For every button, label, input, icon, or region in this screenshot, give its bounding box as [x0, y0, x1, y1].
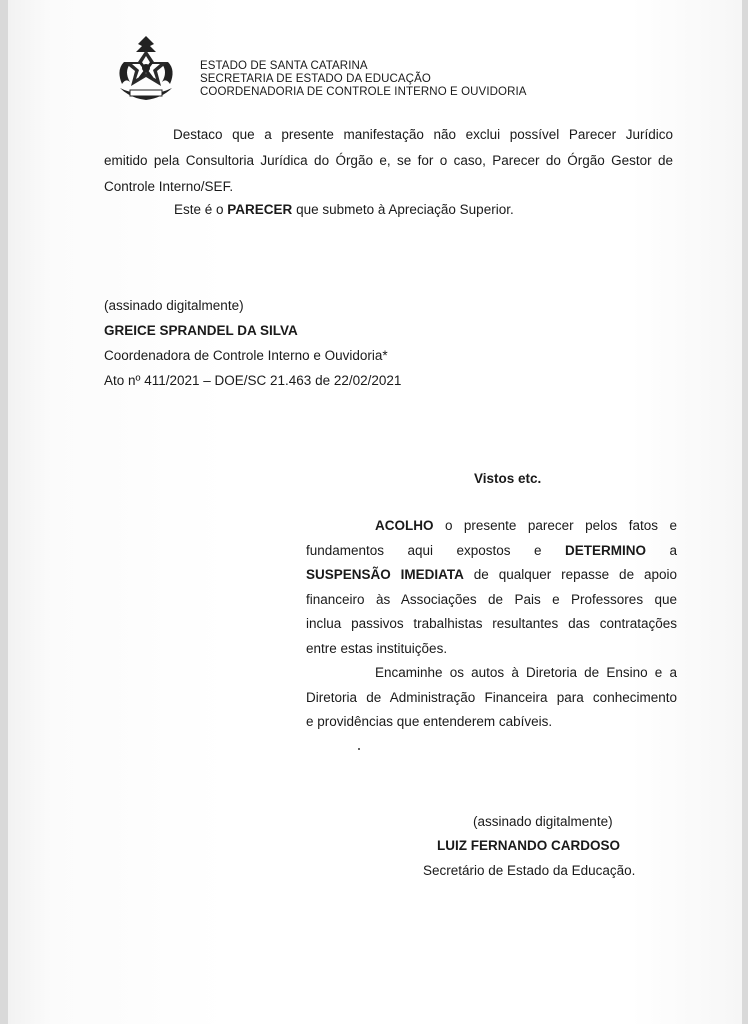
decision-line-2-post: a — [646, 542, 677, 558]
header-coordination: COORDENADORIA DE CONTROLE INTERNO E OUVIDORIA — [200, 86, 527, 98]
decision-line-3-text: de qualquer repasse de apoio — [463, 567, 677, 582]
decision-block — [306, 514, 677, 735]
suspensao-keyword: SUSPENSÃO IMEDIATA — [306, 567, 464, 582]
stray-dot — [358, 748, 360, 750]
decision-line-3 — [306, 563, 677, 588]
decision-line-5: inclua passivos trabalhistas resultantes das contratações — [306, 616, 677, 631]
decision-line-4: financeiro às Associações de Pais e Professores que — [306, 591, 677, 607]
parecer-keyword: PARECER — [227, 202, 293, 217]
letterhead — [200, 60, 527, 99]
parecer-text-post: que submeto à Apreciação Superior. — [292, 202, 514, 217]
acolho-keyword: ACOLHO — [375, 518, 434, 533]
decision-line-8: Diretoria de Administração Financeira para conhecimento — [306, 689, 677, 705]
header-state: ESTADO DE SANTA CATARINA — [200, 60, 368, 72]
signature1-act: Ato nº 411/2021 – DOE/SC 21.463 de 22/02/2021 — [104, 373, 402, 388]
intro-line-1: Destaco que a presente manifestação não exclui possível Parecer Jurídico — [173, 127, 673, 142]
header-secretariat: SECRETARIA DE ESTADO DA EDUCAÇÃO — [200, 73, 431, 85]
parecer-text-pre: Este é o — [174, 202, 228, 217]
decision-line-1 — [306, 514, 677, 539]
decision-line-2-pre: fundamentos aqui expostos e — [306, 542, 566, 558]
parecer-paragraph — [174, 202, 514, 217]
decision-line-1-text: o presente parecer pelos fatos e — [433, 518, 677, 533]
signature1-name: GREICE SPRANDEL DA SILVA — [104, 323, 298, 338]
intro-paragraph — [104, 122, 673, 200]
decision-line-9: e providências que entenderem cabíveis. — [306, 714, 553, 729]
signature1-role: Coordenadora de Controle Interno e Ouvidoria* — [104, 348, 388, 363]
coat-of-arms-seal — [110, 32, 182, 104]
signature2-role: Secretário de Estado da Educação. — [423, 863, 636, 878]
decision-line-2 — [306, 539, 677, 564]
vistos-heading: Vistos etc. — [474, 471, 542, 486]
decision-line-7: Encaminhe os autos à Diretoria de Ensino e a — [375, 665, 677, 680]
intro-line-3: Controle Interno/SEF. — [104, 179, 234, 194]
signature1-note: (assinado digitalmente) — [104, 298, 244, 313]
determino-keyword: DETERMINO — [565, 542, 647, 558]
decision-line-6: entre estas instituições. — [306, 640, 448, 656]
intro-line-2: emitido pela Consultoria Jurídica do Órgão e, se for o caso, Parecer do Órgão Gestor de — [104, 153, 673, 168]
signature2-note: (assinado digitalmente) — [473, 814, 613, 829]
signature2-name: LUIZ FERNANDO CARDOSO — [437, 838, 620, 853]
